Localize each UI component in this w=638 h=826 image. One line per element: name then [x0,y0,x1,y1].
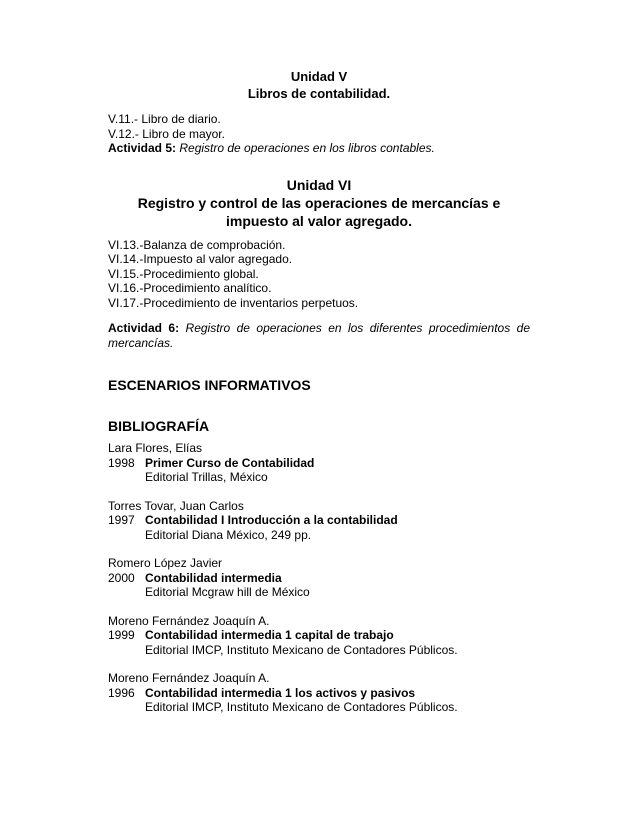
ref-year: 1997 [108,513,135,527]
ref-publisher: Editorial IMCP, Instituto Mexicano de Contadores Públicos. [145,700,458,714]
ref-author: Lara Flores, Elías [108,441,203,455]
ref-title: Contabilidad intermedia [145,570,282,585]
escenarios-heading: ESCENARIOS INFORMATIVOS [108,377,311,393]
unit6-activity-text: Registro de operaciones en los diferentes procedimientos de mercancías. [108,321,530,350]
ref-publisher: Editorial Mcgraw hill de México [145,585,310,599]
ref-year: 2000 [108,570,135,585]
ref-title: Contabilidad intermedia 1 los activos y pasivos [145,685,416,700]
bibliography-entry [108,441,530,485]
unit6-item: VI.14.-Impuesto al valor agregado. [108,252,293,266]
unit5-item: V.11.- Libro de diario. [108,112,221,126]
bibliography-list [108,441,530,715]
bibliography-entry [108,614,530,658]
unit5-section [108,68,530,156]
document-page [108,68,530,715]
ref-year-title [108,513,530,528]
ref-year-title [108,686,530,701]
unit5-activity-label: Actividad 5: [108,141,177,155]
ref-year: 1998 [108,455,135,470]
unit6-heading: Unidad VI [286,176,352,193]
ref-title: Primer Curso de Contabilidad [145,455,315,470]
ref-author: Romero López Javier [108,556,223,570]
unit5-activity [108,141,530,156]
unit5-item: V.12.- Libro de mayor. [108,126,225,141]
unit5-heading: Unidad V [290,69,348,84]
ref-publisher: Editorial IMCP, Instituto Mexicano de Contadores Públicos. [145,642,458,657]
ref-title: Contabilidad I Introducción a la contabilidad [145,513,398,527]
unit6-subtitle-line1: Registro y control de las operaciones de mercancías e [137,194,501,211]
ref-author: Torres Tovar, Juan Carlos [108,498,244,513]
ref-year: 1999 [108,628,135,642]
ref-publisher: Editorial Diana México, 249 pp. [145,527,312,542]
unit6-item: VI.17.-Procedimiento de inventarios perpetuos. [108,295,359,310]
ref-year-title [108,628,530,643]
unit6-section [108,176,530,352]
ref-year-title [108,456,530,471]
unit6-item: VI.15.-Procedimiento global. [108,266,259,281]
unit6-item: VI.16.-Procedimiento analítico. [108,281,272,295]
ref-year-title [108,571,530,586]
ref-author: Moreno Fernández Joaquín A. [108,671,270,685]
bibliography-entry [108,499,530,543]
ref-publisher: Editorial Trillas, México [145,470,268,484]
unit6-activity-label: Actividad 6: [108,321,180,335]
ref-author: Moreno Fernández Joaquín A. [108,613,270,628]
unit5-activity-text: Registro de operaciones en los libros contables. [179,141,435,155]
unit5-subtitle: Libros de contabilidad. [247,86,391,101]
ref-year: 1996 [108,685,135,700]
ref-title: Contabilidad intermedia 1 capital de trabajo [145,628,394,642]
unit6-activity [108,321,530,351]
unit6-item: VI.13.-Balanza de comprobación. [108,237,286,252]
bibliography-entry [108,556,530,600]
unit6-subtitle-line2: impuesto al valor agregado. [226,212,412,229]
bibliografia-heading: BIBLIOGRAFÍA [108,418,210,434]
bibliography-entry [108,671,530,715]
